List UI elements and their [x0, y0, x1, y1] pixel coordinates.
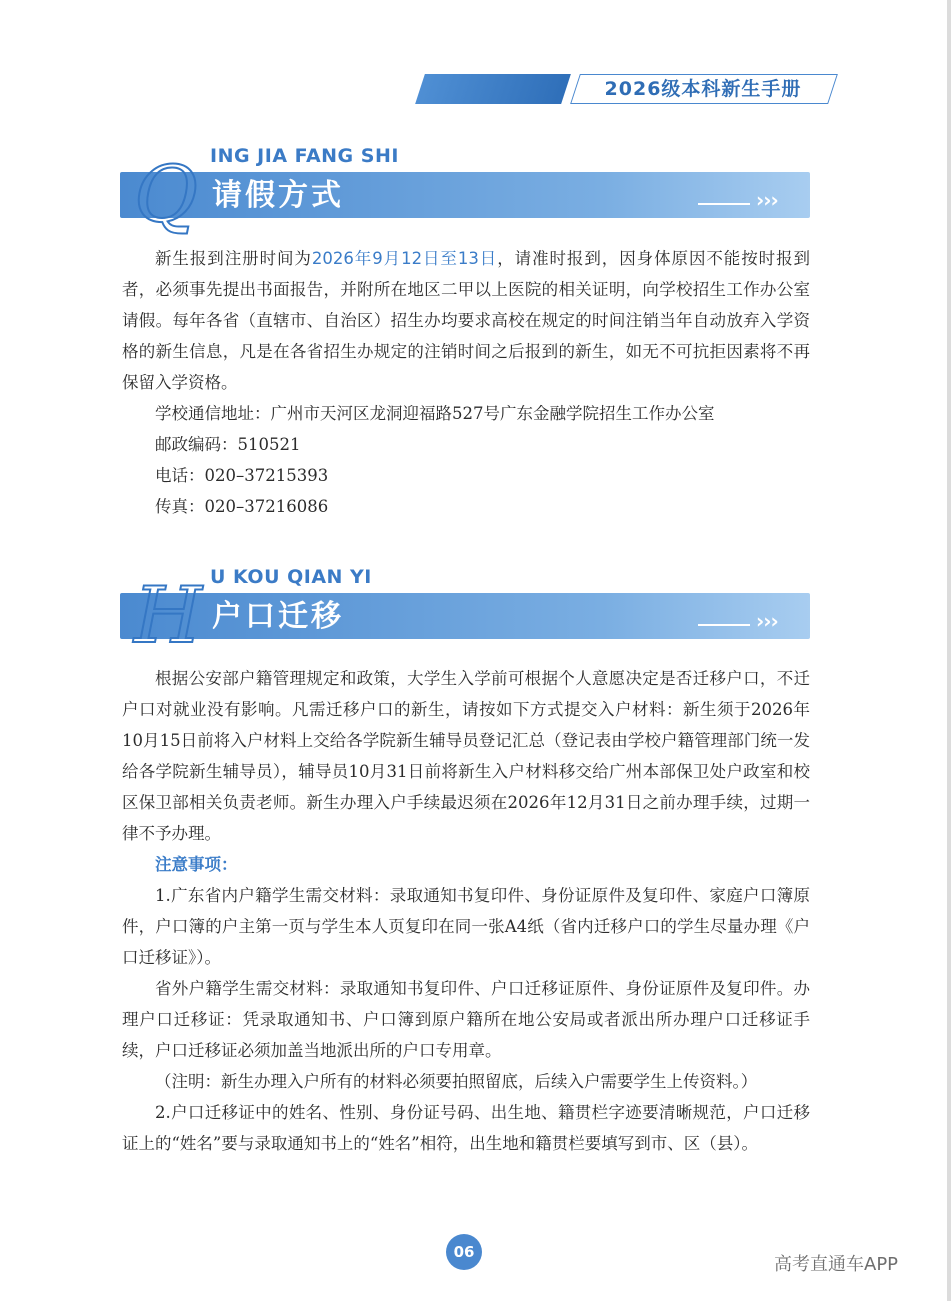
page-number: 06 [446, 1234, 482, 1270]
section-leave-heading [120, 145, 812, 245]
phone-number: 电话：020–37215393 [155, 466, 329, 485]
chevrons-right-icon: ››› [756, 188, 778, 212]
text-span: ，请准时报到，因身体原因不能按时报到者，必须事先提出书面报告，并附所在地区二甲以上医院的相关证明，向学校招生工作办公室请假。每年各省（直辖市、自治区）招生办均要求高校在规定的时间注销当年自动放弃入学资格的新生信息，凡是在各省招生办规定的注销时间之后报到的新生，如无不可抗拒因素将不再保留入学资格。 [122, 249, 811, 392]
text-span: 新生报到注册时间为 [155, 249, 312, 268]
registration-date: 2026年9月12日至13日 [311, 249, 498, 268]
note-item-1: 1.广东省内户籍学生需交材料：录取通知书复印件、身份证原件及复印件、家庭户口簿原件，户口簿的户主第一页与学生本人页复印在同一张A4纸（省内迁移户口的学生尽量办理《户口迁移证》）。 [122, 886, 810, 967]
section-pinyin: ING JIA FANG SHI [210, 145, 399, 167]
school-address: 学校通信地址：广州市天河区龙洞迎福路527号广东金融学院招生工作办公室 [155, 404, 715, 423]
app-watermark: 高考直通车APP [774, 1254, 899, 1275]
section-title: 户口迁移 [212, 599, 344, 634]
notes-title: 注意事项： [155, 855, 238, 874]
section-initial-letter: H [134, 571, 203, 661]
leave-paragraph [122, 243, 810, 398]
fax-number: 传真：020–37216086 [155, 497, 329, 516]
section-initial-letter: Q [134, 150, 198, 240]
leave-body [122, 243, 810, 522]
chevrons-right-icon: ››› [756, 609, 778, 633]
note-item-1b: 省外户籍学生需交材料：录取通知书复印件、户口迁移证原件、身份证原件及复印件。办理户口迁移证：凭录取通知书、户口簿到原户籍所在地公安局或者派出所办理户口迁移证手续，户口迁移证必须加盖当地派出所的户口专用章。 [122, 979, 810, 1060]
section-hukou-heading [120, 566, 812, 666]
section-pinyin: U KOU QIAN YI [210, 566, 372, 588]
note-item-1c: （注明：新生办理入户所有的材料必须要拍照留底，后续入户需要学生上传资料。） [155, 1072, 758, 1091]
page-edge [947, 0, 951, 1301]
handbook-title: 2026级本科新生手册 [604, 78, 802, 100]
section-decor-line [698, 203, 750, 205]
header-accent-bar [415, 74, 571, 104]
section-title: 请假方式 [212, 178, 344, 213]
hukou-paragraph: 根据公安部户籍管理规定和政策，大学生入学前可根据个人意愿决定是否迁移户口，不迁户口对就业没有影响。凡需迁移户口的新生，请按如下方式提交入户材料：新生须于2026年10月15日前将入户材料上交给各学院新生辅导员登记汇总（登记表由学校户籍管理部门统一发给各学院新生辅导员），辅导员10月31日前将新生入户材料移交给广州本部保卫处户政室和校区保卫部相关负责老师。新生办理入户手续最迟须在2026年12月31日之前办理手续，过期一律不予办理。 [122, 669, 810, 843]
postal-code: 邮政编码：510521 [155, 435, 301, 454]
note-item-2: 2.户口迁移证中的姓名、性别、身份证号码、出生地、籍贯栏字迹要清晰规范，户口迁移证上的“姓名”要与录取通知书上的“姓名”相符，出生地和籍贯栏要填写到市、区（县）。 [122, 1103, 810, 1153]
hukou-body [122, 663, 810, 1159]
section-decor-line [698, 624, 750, 626]
